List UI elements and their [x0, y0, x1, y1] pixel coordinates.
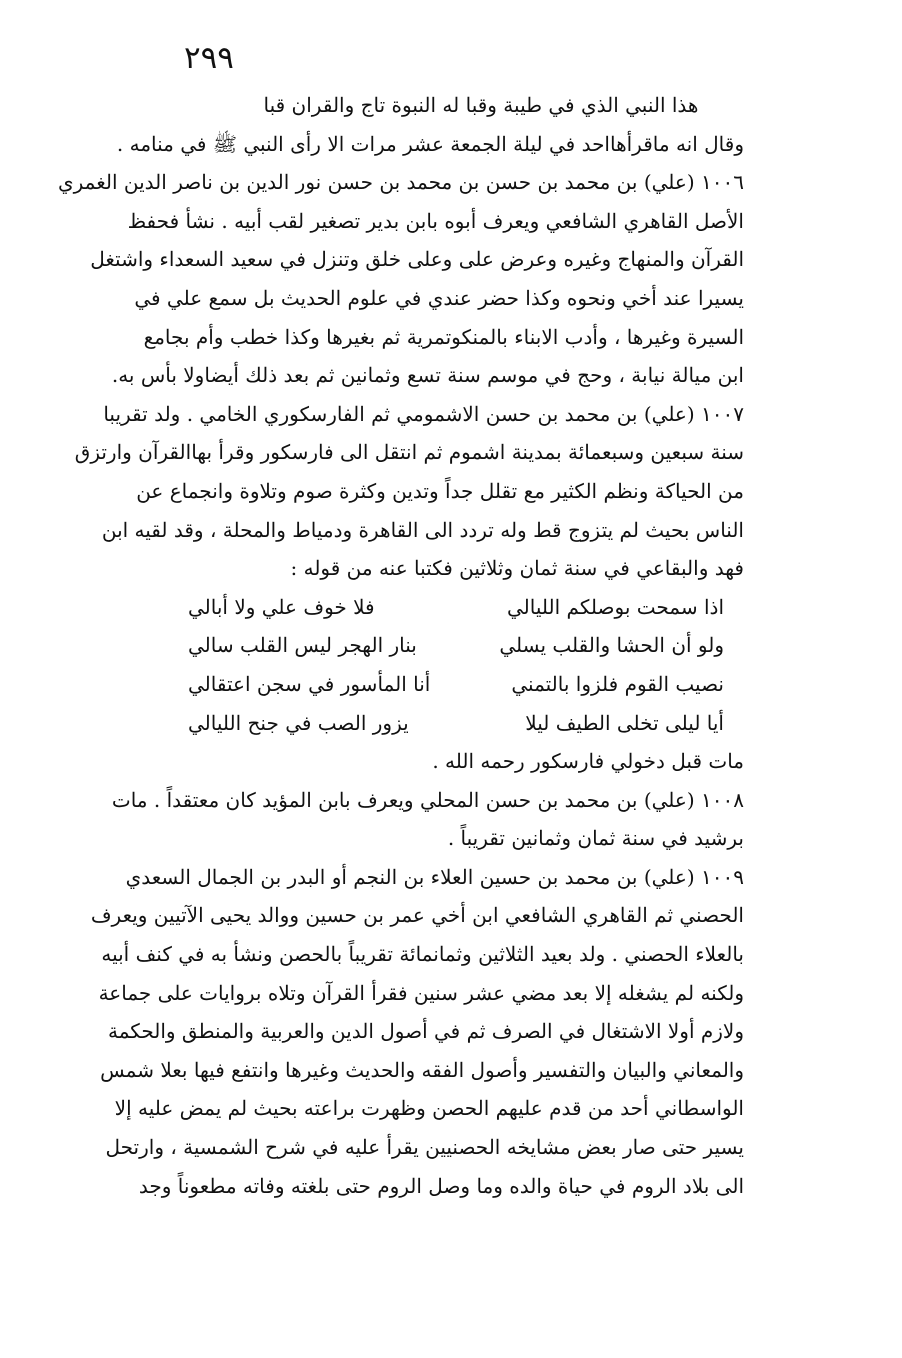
text-line: سنة سبعين وسبعمائة بمدينة اشموم ثم انتقل الى فارسكور وقرأ بهاالقرآن وارتزق: [74, 440, 744, 465]
text-line: بالعلاء الحصني . ولد بعيد الثلاثين وثمانمائة تقريباً بالحصن ونشأ به في كنف أبيه: [101, 942, 744, 967]
text-line: فهد والبقاعي في سنة ثمان وثلاثين فكتبا عنه من قوله :: [290, 556, 744, 581]
verse-row: [188, 665, 724, 704]
verse-row: [188, 588, 724, 627]
verse-second-hemistich: أنا المأسور في سجن اعتقالي: [188, 671, 431, 696]
text-line: يسير حتى صار بعض مشايخه الحصنيين يقرأ عليه في شرح الشمسية ، وارتحل: [105, 1135, 744, 1160]
text-line: ١٠٠٩ (علي) بن محمد بن حسين العلاء بن النجم أو البدر بن الجمال السعدي: [125, 864, 744, 889]
verse-row: [188, 626, 724, 665]
verse-first-hemistich: أيا ليلى تخلى الطيف ليلا: [525, 710, 724, 735]
poem-verses: [158, 588, 744, 742]
text-line: مات قبل دخولي فارسكور رحمه الله .: [432, 749, 744, 774]
text-line: من الحياكة ونظم الكثير مع تقلل جداً وتدين وكثرة صوم وتلاوة وانجماع عن: [136, 478, 744, 503]
verse-first-hemistich: نصيب القوم فلزوا بالتمني: [511, 671, 724, 696]
text-line: ١٠٠٦ (علي) بن محمد بن حسن بن محمد بن حسن نور الدين بن ناصر الدين الغمري: [57, 170, 744, 195]
verse-first-hemistich: ولو أن الحشا والقلب يسلي: [499, 633, 724, 658]
text-line: ولكنه لم يشغله إلا بعد مضي عشر سنين فقرأ القرآن وتلاه بروايات على جماعة: [98, 980, 744, 1005]
text-line: والمعاني والبيان والتفسير وأصول الفقه والحديث وغيرها وانتفع فيها بعلا شمس: [100, 1057, 744, 1082]
text-line: ولازم أولا الاشتغال في الصرف ثم في أصول الدين والعربية والمنطق والحكمة: [108, 1019, 744, 1044]
text-line: القرآن والمنهاج وغيره وعرض على وعلى خلق وتنزل في سعيد السعداء واشتغل: [90, 247, 744, 272]
text-line: الحصني ثم القاهري الشافعي ابن أخي عمر بن حسين ووالد يحيى الآتيين ويعرف: [90, 903, 744, 928]
text-line: برشيد في سنة ثمان وثمانين تقريباً .: [447, 826, 744, 851]
text-line: يسيرا عند أخي ونحوه وكذا حضر عندي في علوم الحديث بل سمع علي في: [134, 285, 744, 310]
verse-first-hemistich: اذا سمحت بوصلكم الليالي: [507, 594, 724, 619]
text-line: هذا النبي الذي في طيبة وقبا له النبوة تاج والقران قبا: [263, 93, 699, 117]
page-number: ٢٩٩: [184, 40, 234, 76]
text-line: وقال انه ماقرأهااحد في ليلة الجمعة عشر مرات الا رأى النبي ﷺ في منامه .: [116, 131, 744, 156]
verse-second-hemistich: بنار الهجر ليس القلب سالي: [188, 633, 417, 658]
text-line: الناس بحيث لم يتزوج قط وله تردد الى القاهرة ودمياط والمحلة ، وقد لقيه ابن: [101, 517, 744, 542]
text-line: الواسطاني أحد من قدم عليهم الحصن وظهرت براعته بحيث لم يمض عليه إلا: [114, 1096, 744, 1121]
body-text: [57, 86, 744, 1205]
text-line: ابن ميالة نيابة ، وحج في موسم سنة تسع وثمانين ثم بعد ذلك أيضاولا بأس به.: [111, 363, 744, 388]
text-line: الى بلاد الروم في حياة والده وما وصل الروم حتى بلغته وفاته مطعوناً وجد: [138, 1173, 744, 1198]
verse-second-hemistich: فلا خوف علي ولا أبالي: [188, 594, 375, 619]
text-line: ١٠٠٨ (علي) بن محمد بن حسن المحلي ويعرف بابن المؤيد كان معتقداً . مات: [111, 787, 744, 812]
verse-row: [188, 704, 724, 743]
verse-second-hemistich: يزور الصب في جنح الليالي: [188, 710, 409, 735]
text-line: السيرة وغيرها ، وأدب الابناء بالمنكوتمرية ثم بغيرها وكذا خطب وأم بجامع: [143, 324, 744, 349]
text-line: الأصل القاهري الشافعي ويعرف أبوه بابن بدير تصغير لقب أبيه . نشأ فحفظ: [127, 208, 744, 233]
text-line: ١٠٠٧ (علي) بن محمد بن حسن الاشمومي ثم الفارسكوري الخامي . ولد تقريبا: [103, 401, 744, 426]
